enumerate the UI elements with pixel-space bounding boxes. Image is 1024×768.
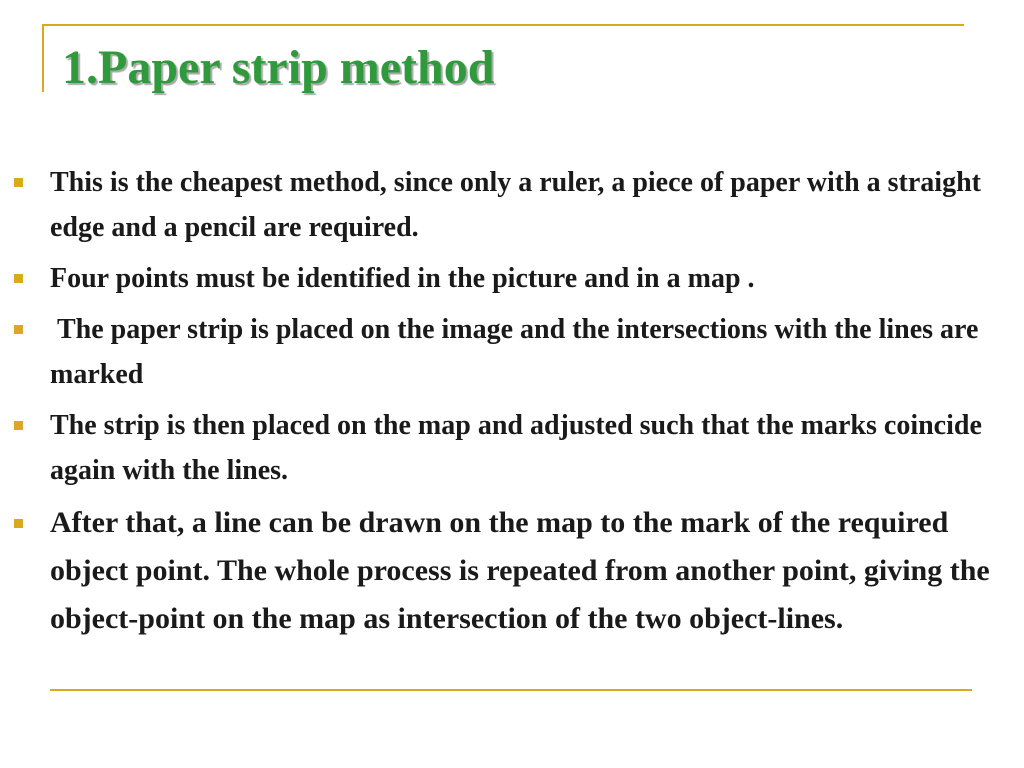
frame-bottom-line <box>50 689 972 691</box>
frame-top-line <box>42 24 964 26</box>
bullet-list <box>0 160 1024 643</box>
frame-left-line <box>42 24 44 92</box>
bullet-text: Four points must be identified in the picture and in a map . <box>50 263 755 294</box>
bullet-text: This is the cheapest method, since only a ruler, a piece of paper with a straight edge and a pencil are required. <box>50 167 981 243</box>
square-bullet-icon <box>14 178 23 187</box>
bullet-text: The paper strip is placed on the image and the intersections with the lines are marked <box>50 314 986 390</box>
bullet-text: The strip is then placed on the map and adjusted such that the marks coincide again with the lines. <box>50 410 982 486</box>
square-bullet-icon <box>14 421 23 430</box>
bullet-item <box>0 499 1024 643</box>
square-bullet-icon <box>14 274 23 283</box>
bullet-item <box>0 307 1024 397</box>
square-bullet-icon <box>14 325 23 334</box>
bullet-item <box>0 403 1024 493</box>
slide-title: 1.Paper strip method <box>62 41 495 94</box>
square-bullet-icon <box>14 519 23 528</box>
bullet-item <box>0 160 1024 250</box>
bullet-text: After that, a line can be drawn on the map to the mark of the required object point. The whole process is repeated from another point, giving the object-point on the map as intersection of the two object-lines. <box>50 506 990 635</box>
bullet-item <box>0 256 1024 301</box>
